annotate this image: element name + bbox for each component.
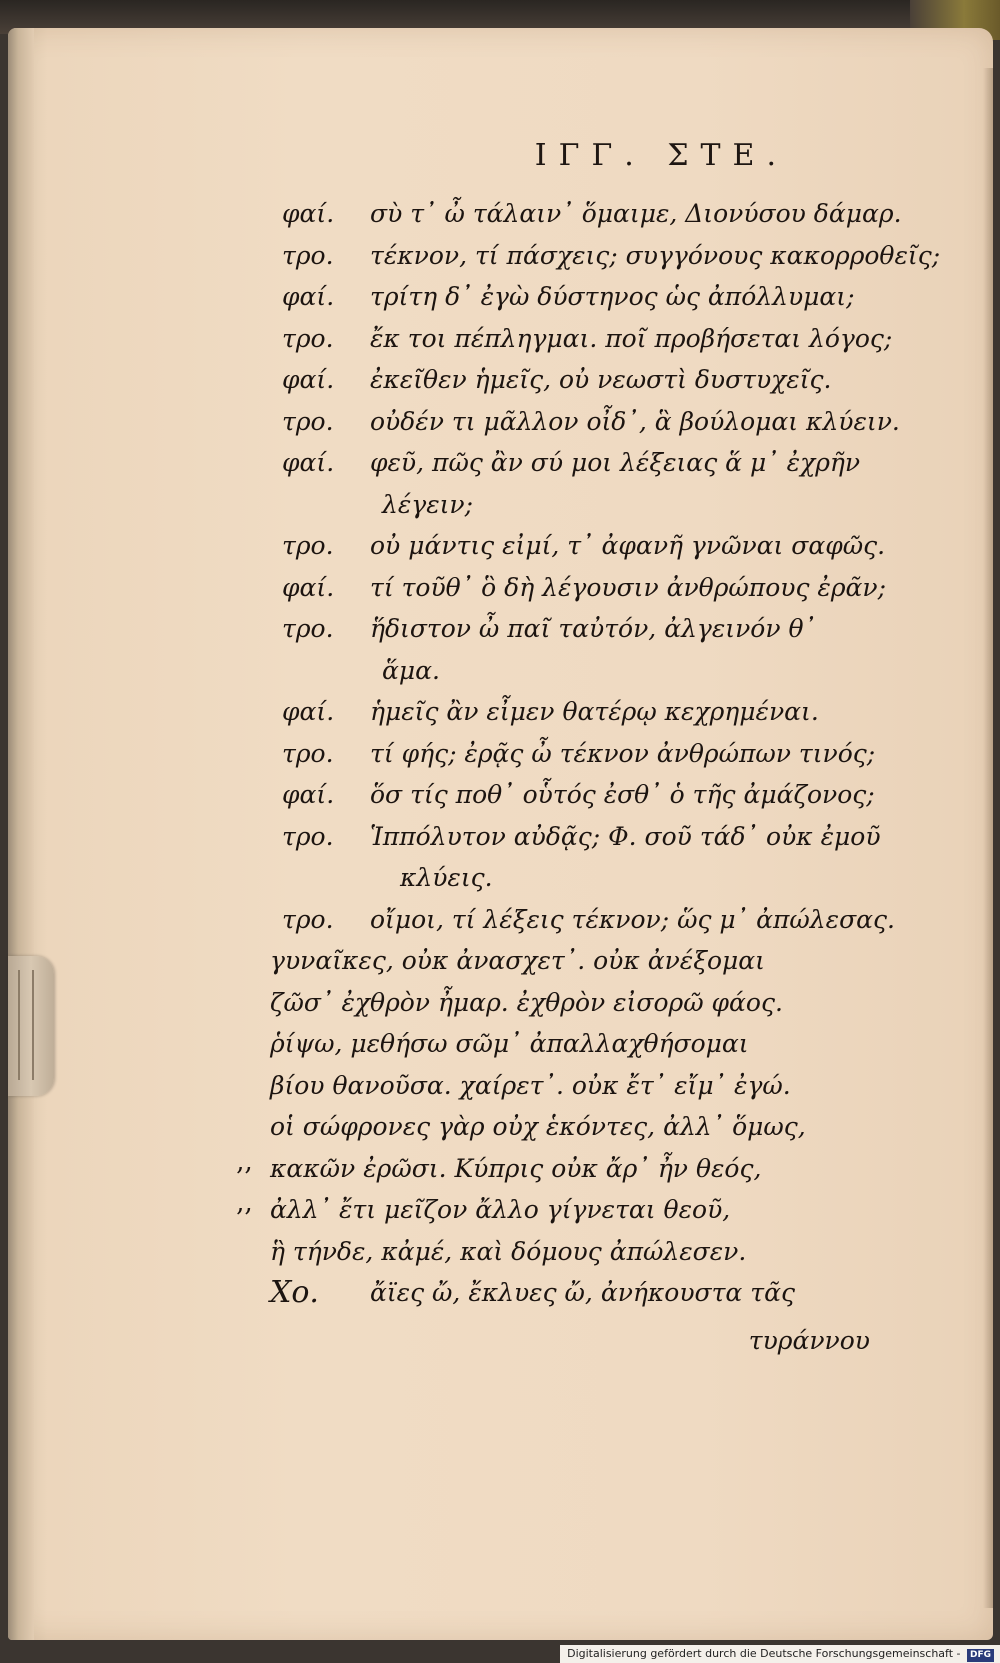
speaker-label: φαί.	[282, 572, 335, 602]
verse-text: ἥδιστον ὦ παῖ ταὐτόν, ἀλγεινόν θ᾽	[370, 614, 817, 643]
verse-line	[270, 899, 930, 941]
verse-line	[270, 442, 930, 484]
verse-text: οἴμοι, τί λέξεις τέκνον; ὥς μ᾽ ἀπώλεσας.	[370, 904, 895, 934]
verse-text: κλύεις.	[400, 863, 493, 892]
gnomic-quote-mark: ‚‚	[236, 1146, 253, 1177]
speaker-label: τρο.	[282, 614, 334, 643]
verse-line	[236, 1146, 930, 1190]
digitization-credit-bar	[560, 1645, 1000, 1663]
speaker-label: τρο.	[282, 904, 334, 934]
verse-line	[270, 857, 930, 899]
verse-line	[236, 1188, 930, 1231]
book-page	[8, 28, 993, 1640]
verse-line	[270, 567, 930, 609]
verse-text: τρίτη δ᾽ ἐγὼ δύστηνος ὡς ἀπόλλυμαι;	[370, 282, 855, 311]
page-clasp	[8, 956, 54, 1096]
running-header: ΙΓΓ. ΣΤΕ.	[534, 138, 788, 173]
verse-text: ἄϊες ὤ, ἔκλυες ὤ, ἀνήκουστα τᾶς	[370, 1278, 795, 1307]
verse-line	[270, 484, 930, 526]
verse-text-block	[236, 193, 941, 1361]
verse-text: γυναῖκες, οὐκ ἀνασχετ᾽. οὐκ ἀνέξομαι	[270, 946, 765, 975]
verse-line	[270, 318, 930, 360]
verse-line	[270, 774, 930, 816]
speaker-label: Χο.	[270, 1275, 319, 1310]
verse-line	[270, 982, 930, 1024]
verse-text: τέκνον, τί πάσχεις; συγγόνους κακορροθεῖς;	[370, 240, 941, 270]
verse-text: ἅμα.	[382, 655, 440, 685]
verse-line	[270, 733, 930, 775]
verse-line	[270, 276, 930, 318]
verse-line	[270, 235, 941, 277]
verse-line	[270, 816, 930, 858]
digitization-credit: Digitalisierung gefördert durch die Deutsche Forschungsgemeinschaft -	[567, 1647, 961, 1660]
page-edge-shadow	[983, 68, 993, 1608]
verse-text: οἱ σώφρονες γὰρ οὐχ ἑκόντες, ἀλλ᾽ ὅμως,	[270, 1112, 806, 1141]
dfg-logo-icon: DFG	[967, 1649, 994, 1662]
verse-text: ἡμεῖς ἂν εἶμεν θατέρῳ κεχρημέναι.	[370, 697, 819, 726]
verse-line	[270, 608, 930, 650]
speaker-label: φαί.	[282, 697, 335, 726]
verse-line	[270, 401, 930, 443]
speaker-label: τρο.	[282, 738, 334, 768]
speaker-label: φαί.	[282, 365, 335, 394]
verse-line	[270, 691, 930, 733]
speaker-label: τρο.	[282, 240, 334, 270]
verse-line	[270, 1106, 930, 1148]
verse-line	[270, 525, 930, 567]
catchword: τυράννου	[748, 1325, 870, 1355]
verse-text: Ἱππόλυτον αὐδᾷς; Φ. σοῦ τάδ᾽ οὐκ ἐμοῦ	[370, 821, 881, 851]
verse-text: φεῦ, πῶς ἂν σύ μοι λέξειας ἅ μ᾽ ἐχρῆν	[370, 448, 861, 477]
verse-line	[270, 1231, 930, 1273]
page-gutter	[8, 28, 34, 1640]
verse-text: βίου θανοῦσα. χαίρετ᾽. οὐκ ἔτ᾽ εἴμ᾽ ἐγώ.	[270, 1070, 791, 1100]
verse-text: ῥίψω, μεθήσω σῶμ᾽ ἀπαλλαχθήσομαι	[270, 1029, 749, 1058]
verse-line	[270, 650, 930, 692]
speaker-label: τρο.	[282, 323, 334, 353]
verse-text: ἀλλ᾽ ἔτι μεῖζον ἄλλο γίγνεται θεοῦ,	[270, 1195, 731, 1224]
verse-text: οὐδέν τι μᾶλλον οἶδ᾽, ἃ βούλομαι κλύειν.	[370, 406, 900, 436]
verse-line	[270, 193, 930, 235]
speaker-label: τρο.	[282, 406, 334, 436]
speaker-label: τρο.	[282, 531, 334, 560]
verse-text: ἣ τήνδε, κἀμέ, καὶ δόμους ἀπώλεσεν.	[270, 1236, 747, 1266]
verse-text: ζῶσ᾽ ἐχθρὸν ἦμαρ. ἐχθρὸν εἰσορῶ φάος.	[270, 987, 783, 1017]
speaker-label: φαί.	[282, 199, 335, 228]
verse-text: σὺ τ᾽ ὦ τάλαιν᾽ ὅμαιμε, Διονύσου δάμαρ.	[370, 199, 902, 228]
verse-text: ἔκ τοι πέπληγμαι. ποῖ προβήσεται λόγος;	[370, 323, 893, 353]
verse-text: οὐ μάντις εἰμί, τ᾽ ἀφανῆ γνῶναι σαφῶς.	[370, 531, 886, 560]
verse-text: λέγειν;	[382, 489, 474, 519]
verse-text: ὅσ τίς ποθ᾽ οὗτός ἐσθ᾽ ὁ τῆς ἀμάζονος;	[370, 780, 875, 809]
gnomic-quote-mark: ‚‚	[236, 1188, 253, 1218]
speaker-label: φαί.	[282, 448, 335, 477]
verse-line	[270, 940, 930, 982]
verse-line	[270, 1023, 930, 1065]
verse-text: τί τοῦθ᾽ ὃ δὴ λέγουσιν ἀνθρώπους ἐρᾶν;	[370, 572, 887, 602]
verse-text: κακῶν ἐρῶσι. Κύπρις οὐκ ἄρ᾽ ἦν θεός,	[270, 1153, 762, 1183]
verse-line	[270, 1065, 930, 1107]
catchword-line	[270, 1320, 930, 1362]
verse-text: ἐκεῖθεν ἡμεῖς, οὐ νεωστὶ δυστυχεῖς.	[370, 365, 832, 394]
speaker-label: τρο.	[282, 821, 334, 851]
speaker-label: φαί.	[282, 282, 335, 311]
speaker-label: φαί.	[282, 780, 335, 809]
verse-text: τί φής; ἐρᾷς ὦ τέκνον ἀνθρώπων τινός;	[370, 738, 876, 768]
verse-line	[270, 1272, 930, 1314]
verse-line	[270, 359, 930, 401]
